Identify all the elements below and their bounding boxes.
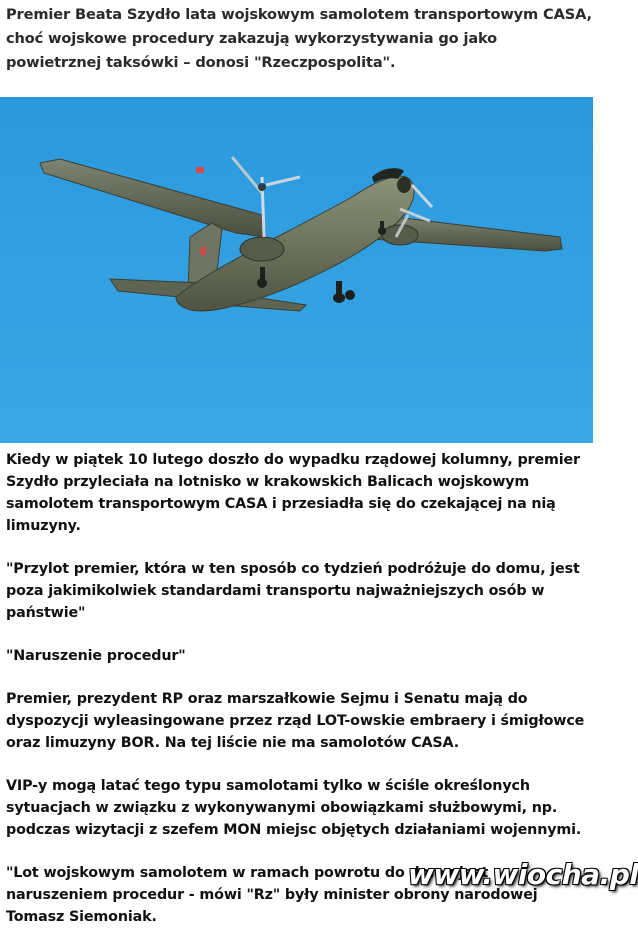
article-paragraph: VIP-y mogą latać tego typu samolotami tylko w ściśle określonych sytuacjach w związku z wykonywanymi obowiązkami służbowymi, np. podczas wizytacji z szefem MON miejsc objętych działaniami wojennymi. <box>6 778 582 838</box>
site-watermark: www.wiocha.pl <box>408 858 638 891</box>
article-lead: Premier Beata Szydło lata wojskowym samolotem transportowym CASA, choć wojskowe procedury zakazują wykorzystywania go jako powietrznej taksówki – donosi "Rzeczpospolita". <box>6 6 592 71</box>
article-subheading: "Naruszenie procedur" <box>6 648 186 664</box>
aircraft-left-engine <box>240 237 284 261</box>
article-paragraph: Premier, prezydent RP oraz marszałkowie Sejmu i Senatu mają do dyspozycji wyleasingowane przez rząd LOT-owskie embraery i śmigłowce oraz limuzyny BOR. Na tej liście nie ma samolotów CASA. <box>6 691 585 751</box>
article-quote: "Lot wojskowym samolotem w ramach powrotu do domu jest naruszeniem procedur - mówi "Rz" były minister obrony narodowej Tomasz Siemoniak. <box>6 865 538 925</box>
article-quote: "Przylot premier, która w ten sposób co tydzień podróżuje do domu, jest poza jakimikolwiek standardami transportu najważniejszych osób w państwie" <box>6 561 580 621</box>
aircraft-photo <box>0 97 593 443</box>
article-paragraph: Kiedy w piątek 10 lutego doszło do wypadku rządowej kolumny, premier Szydło przyleciała na lotnisko w krakowskich Balicach wojskowym samolotem transportowym CASA i przesiadła się do czekającej na nią limuzyny. <box>6 452 580 534</box>
